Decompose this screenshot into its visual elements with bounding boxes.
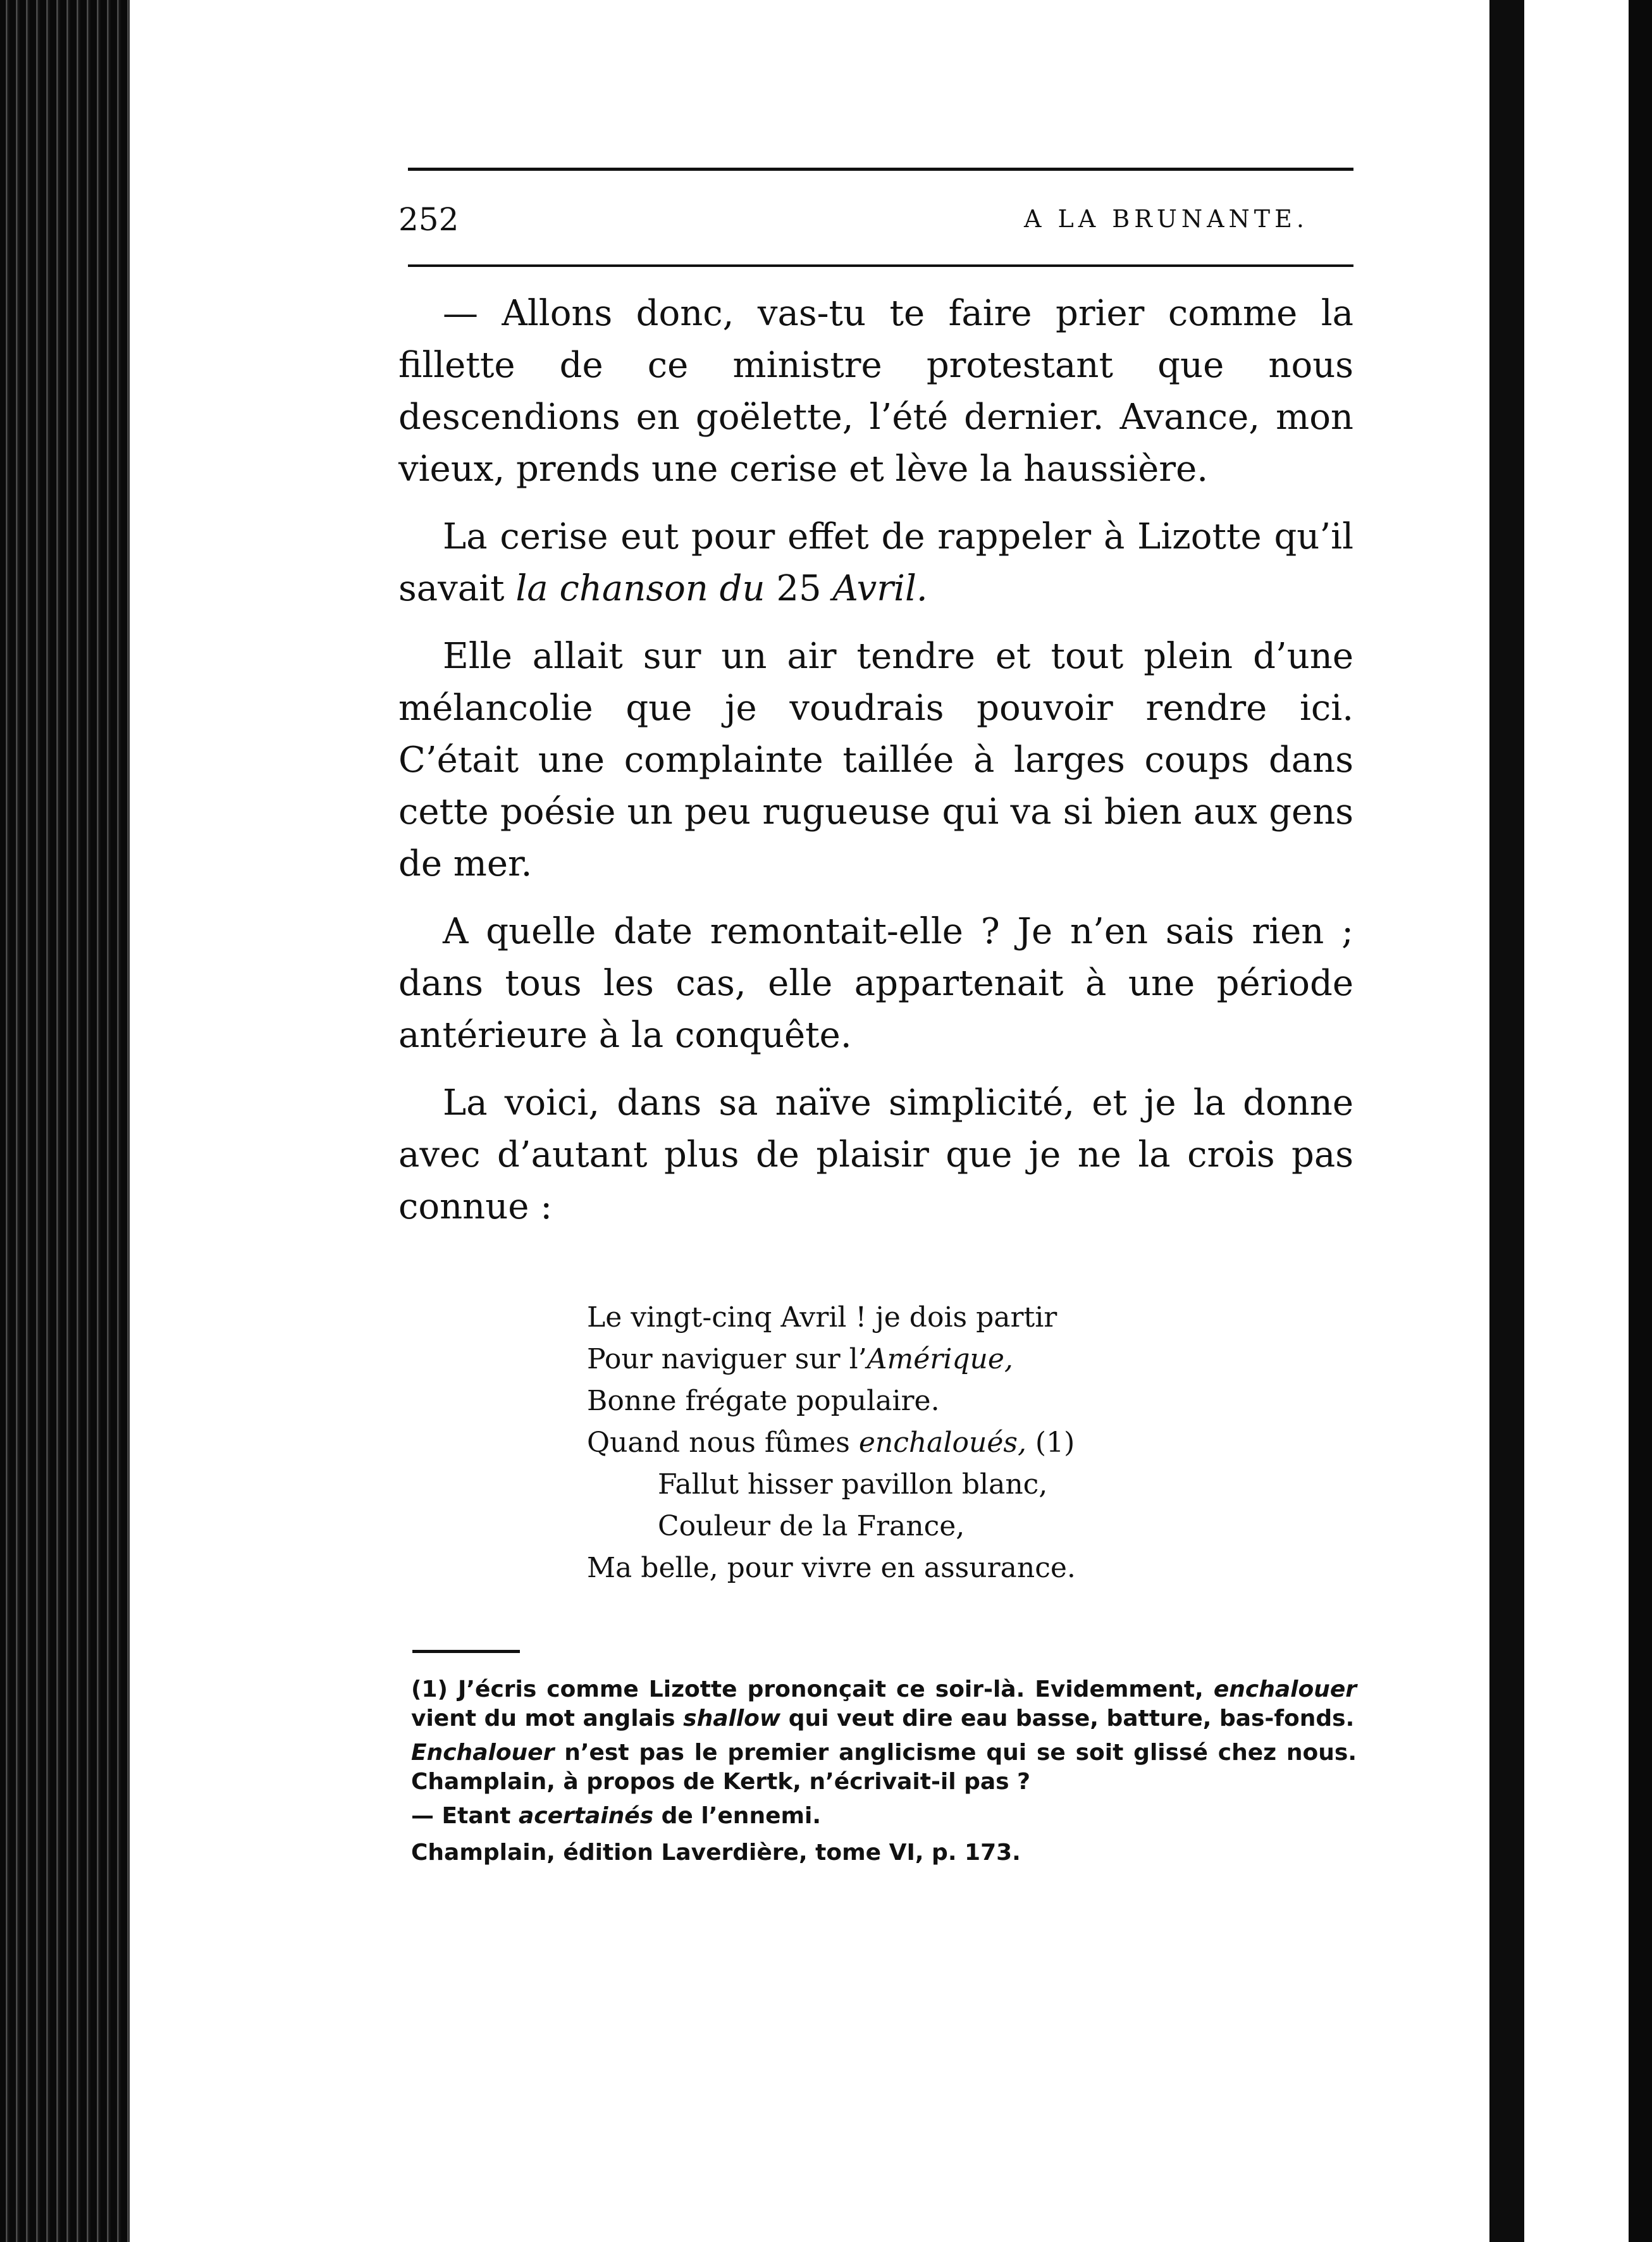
header-rule-top bbox=[408, 168, 1353, 171]
poem-line: Ma belle, pour vivre en assurance. bbox=[587, 1552, 1076, 1584]
page-number: 252 bbox=[398, 201, 459, 238]
footnote-rule bbox=[412, 1650, 520, 1653]
scan-gutter bbox=[1489, 0, 1524, 2242]
paragraph-cerise: La cerise eut pour effet de rappeler à Lizotte qu’il savait la chanson du 25 Avril. bbox=[398, 516, 1353, 609]
poem-line: Pour naviguer sur l’Amérique, bbox=[587, 1343, 1013, 1375]
footnote-paragraph: Enchalouer n’est pas le premier anglicisme qui se soit glissé chez nous. Champlain, à propos de Kertk, n’écrivait-il pas ? bbox=[411, 1740, 1357, 1795]
body-text bbox=[398, 288, 1353, 1249]
poem-line: Quand nous fûmes enchaloués, (1) bbox=[587, 1427, 1075, 1459]
scan-right-edge bbox=[1629, 0, 1652, 2242]
poem-line: Le vingt-cinq Avril ! je dois partir bbox=[587, 1301, 1057, 1334]
running-head bbox=[398, 201, 1360, 245]
poem-line: Couleur de la France, bbox=[658, 1510, 965, 1542]
footnote-reference: Champlain, édition Laverdière, tome VI, p. 173. bbox=[411, 1840, 1021, 1866]
header-rule-bottom bbox=[408, 264, 1353, 267]
footnote-quote: — Etant acertainés de l’ennemi. bbox=[411, 1803, 822, 1829]
paragraph: Elle allait sur un air tendre et tout plein d’une mélancolie que je voudrais pouvoir rendre ici. C’était une complainte taillée à larges coups dans cette poésie un peu rugueuse qui va si bien aux gens de mer. bbox=[398, 636, 1353, 884]
running-title: A LA BRUNANTE. bbox=[1024, 205, 1309, 233]
paragraph: A quelle date remontait-elle ? Je n’en sais rien ; dans tous les cas, elle appartenait à une période antérieure à la conquête. bbox=[398, 911, 1353, 1056]
poem bbox=[587, 1297, 1156, 1589]
poem-line: Fallut hisser pavillon blanc, bbox=[658, 1468, 1048, 1501]
footnotes bbox=[411, 1675, 1357, 1873]
paragraph: — Allons donc, vas-tu te faire prier comme la fillette de ce ministre protestant que nous descendions en goëlette, l’été dernier. Avance, mon vieux, prends une cerise et lève la haussière. bbox=[398, 293, 1353, 490]
paragraph: La voici, dans sa naïve simplicité, et je la donne avec d’autant plus de plaisir que je ne la crois pas connue : bbox=[398, 1082, 1353, 1227]
poem-line: Bonne frégate populaire. bbox=[587, 1385, 940, 1417]
scan-left-edge bbox=[0, 0, 130, 2242]
footnote-paragraph: (1) J’écris comme Lizotte prononçait ce soir-là. Evidemment, enchalouer vient du mot anglais shallow qui veut dire eau basse, batture, bas-fonds. bbox=[411, 1676, 1357, 1731]
